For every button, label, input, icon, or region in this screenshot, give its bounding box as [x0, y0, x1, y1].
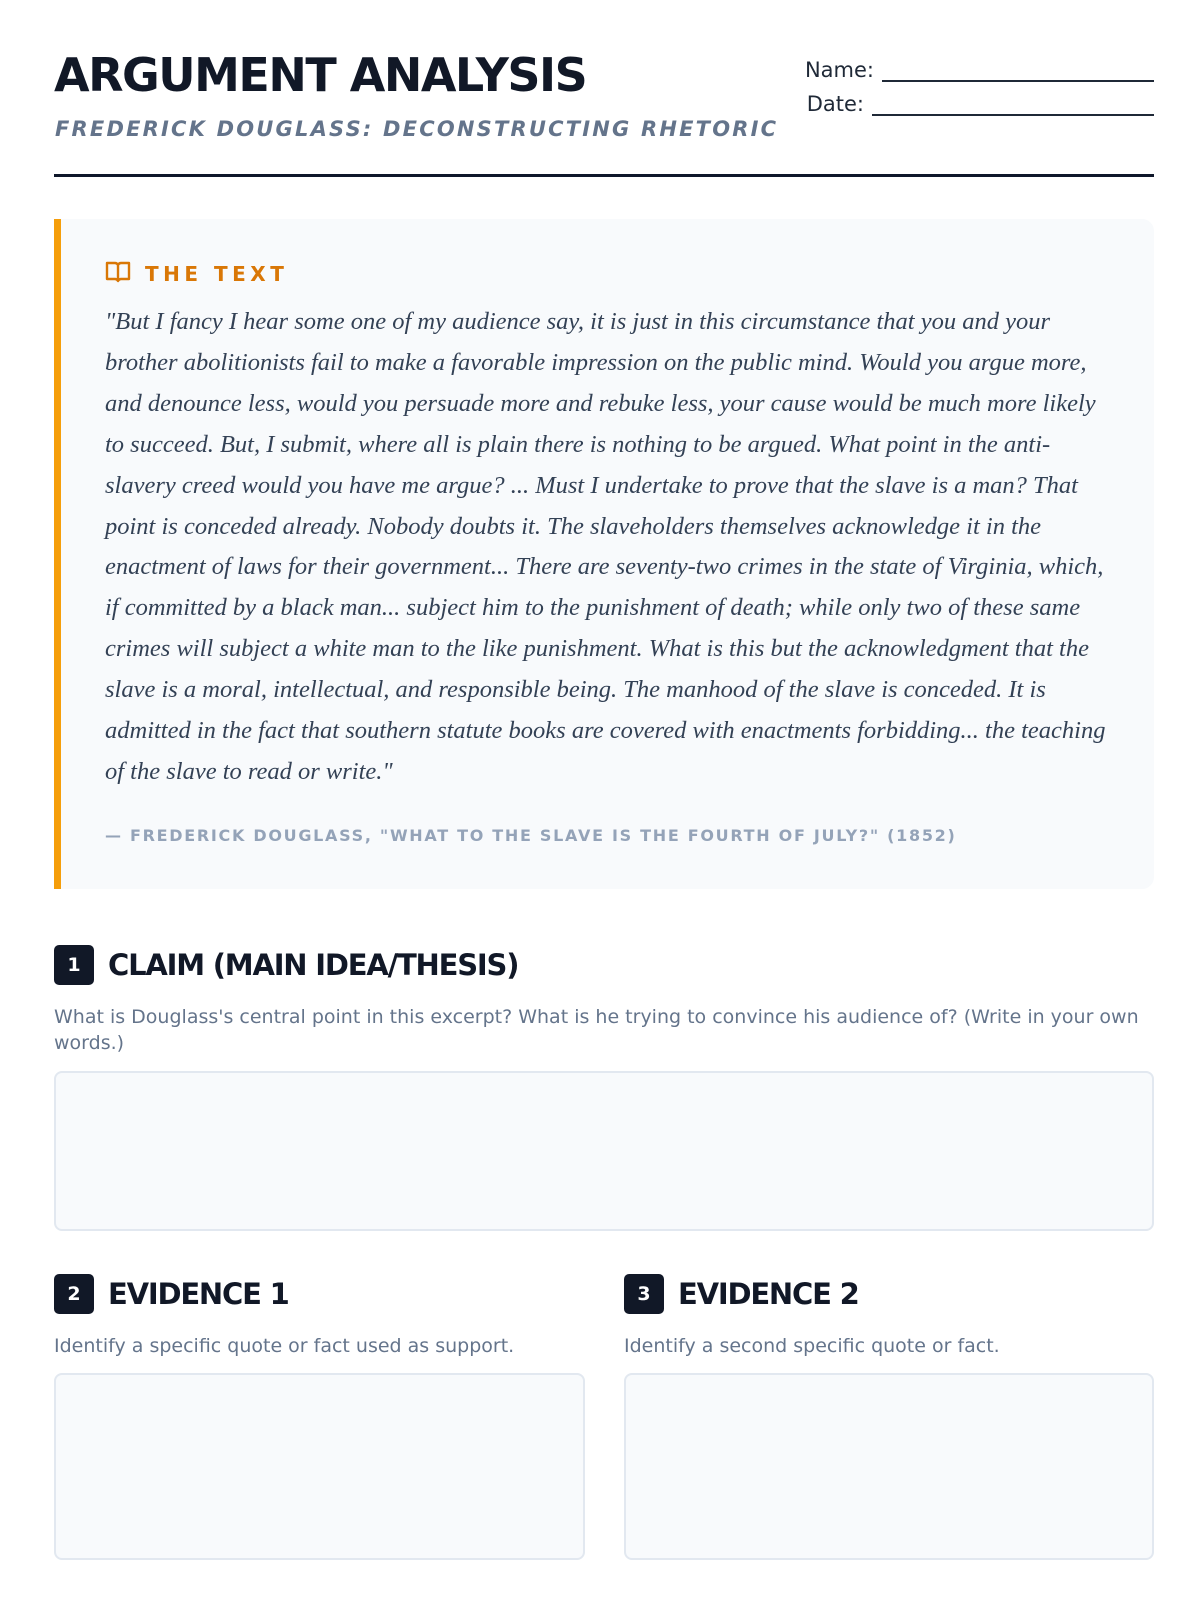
- evidence1-section-title: EVIDENCE 1: [108, 1277, 289, 1311]
- evidence2-answer-box[interactable]: [624, 1373, 1154, 1560]
- evidence1-answer-box[interactable]: [54, 1373, 585, 1560]
- claim-section-heading: [54, 945, 518, 985]
- name-field: [805, 58, 1154, 82]
- evidence2-section-heading: [624, 1274, 859, 1314]
- name-blank-line[interactable]: [882, 60, 1154, 82]
- text-card-label: THE TEXT: [145, 261, 289, 286]
- claim-section-title: CLAIM (MAIN IDEA/THESIS): [108, 948, 519, 982]
- text-card-heading: [105, 259, 288, 288]
- text-card: [54, 219, 1154, 889]
- douglass-quote: "But I fancy I hear some one of my audience say, it is just in this circumstance that you and your brother abolitionists fail to make a favorable impression on the public mind. Would you argue more, and denounce less, would you persuade more and rebuke less, your cause would be much more likely to succeed. But, I submit, where all is plain there is nothing to be argued. What point in the anti-slavery creed would you have me argue? ... Must I undertake to prove that the slave is a man? That point is conceded already. Nobody doubts it. The slaveholders themselves acknowledge it in the enactment of laws for their government... There are seventy-two crimes in the state of Virginia, which, if committed by a black man... subject him to the punishment of death; while only two of these same crimes will subject a white man to the like punishment. What is this but the acknowledgment that the slave is a moral, intellectual, and responsible being. The manhood of the slave is conceded. It is admitted in the fact that southern statute books are covered with enactments forbidding... the teaching of the slave to read or write.": [105, 308, 1106, 785]
- claim-prompt: What is Douglass's central point in this excerpt? What is he trying to convince his audience of? (Write in your own words.): [54, 1006, 1139, 1054]
- section-number-badge: 3: [624, 1274, 664, 1314]
- claim-answer-box[interactable]: [54, 1071, 1154, 1231]
- date-field: [807, 92, 1154, 116]
- evidence1-prompt: Identify a specific quote or fact used as support.: [54, 1335, 515, 1357]
- evidence2-section-title: EVIDENCE 2: [678, 1277, 859, 1311]
- evidence2-prompt: Identify a second specific quote or fact.: [624, 1335, 1000, 1357]
- header-divider: [54, 174, 1154, 177]
- quote-citation: — FREDERICK DOUGLASS, "WHAT TO THE SLAVE IS THE FOURTH OF JULY?" (1852): [105, 826, 957, 845]
- section-number-badge: 2: [54, 1274, 94, 1314]
- page-title: ARGUMENT ANALYSIS: [54, 48, 587, 102]
- section-number-badge: 1: [54, 945, 94, 985]
- date-label: Date:: [806, 92, 864, 116]
- date-blank-line[interactable]: [872, 94, 1154, 116]
- page-subtitle: FREDERICK DOUGLASS: DECONSTRUCTING RHETORIC: [55, 117, 779, 141]
- open-book-icon: [105, 259, 131, 288]
- evidence1-section-heading: [54, 1274, 289, 1314]
- name-label: Name:: [804, 58, 874, 82]
